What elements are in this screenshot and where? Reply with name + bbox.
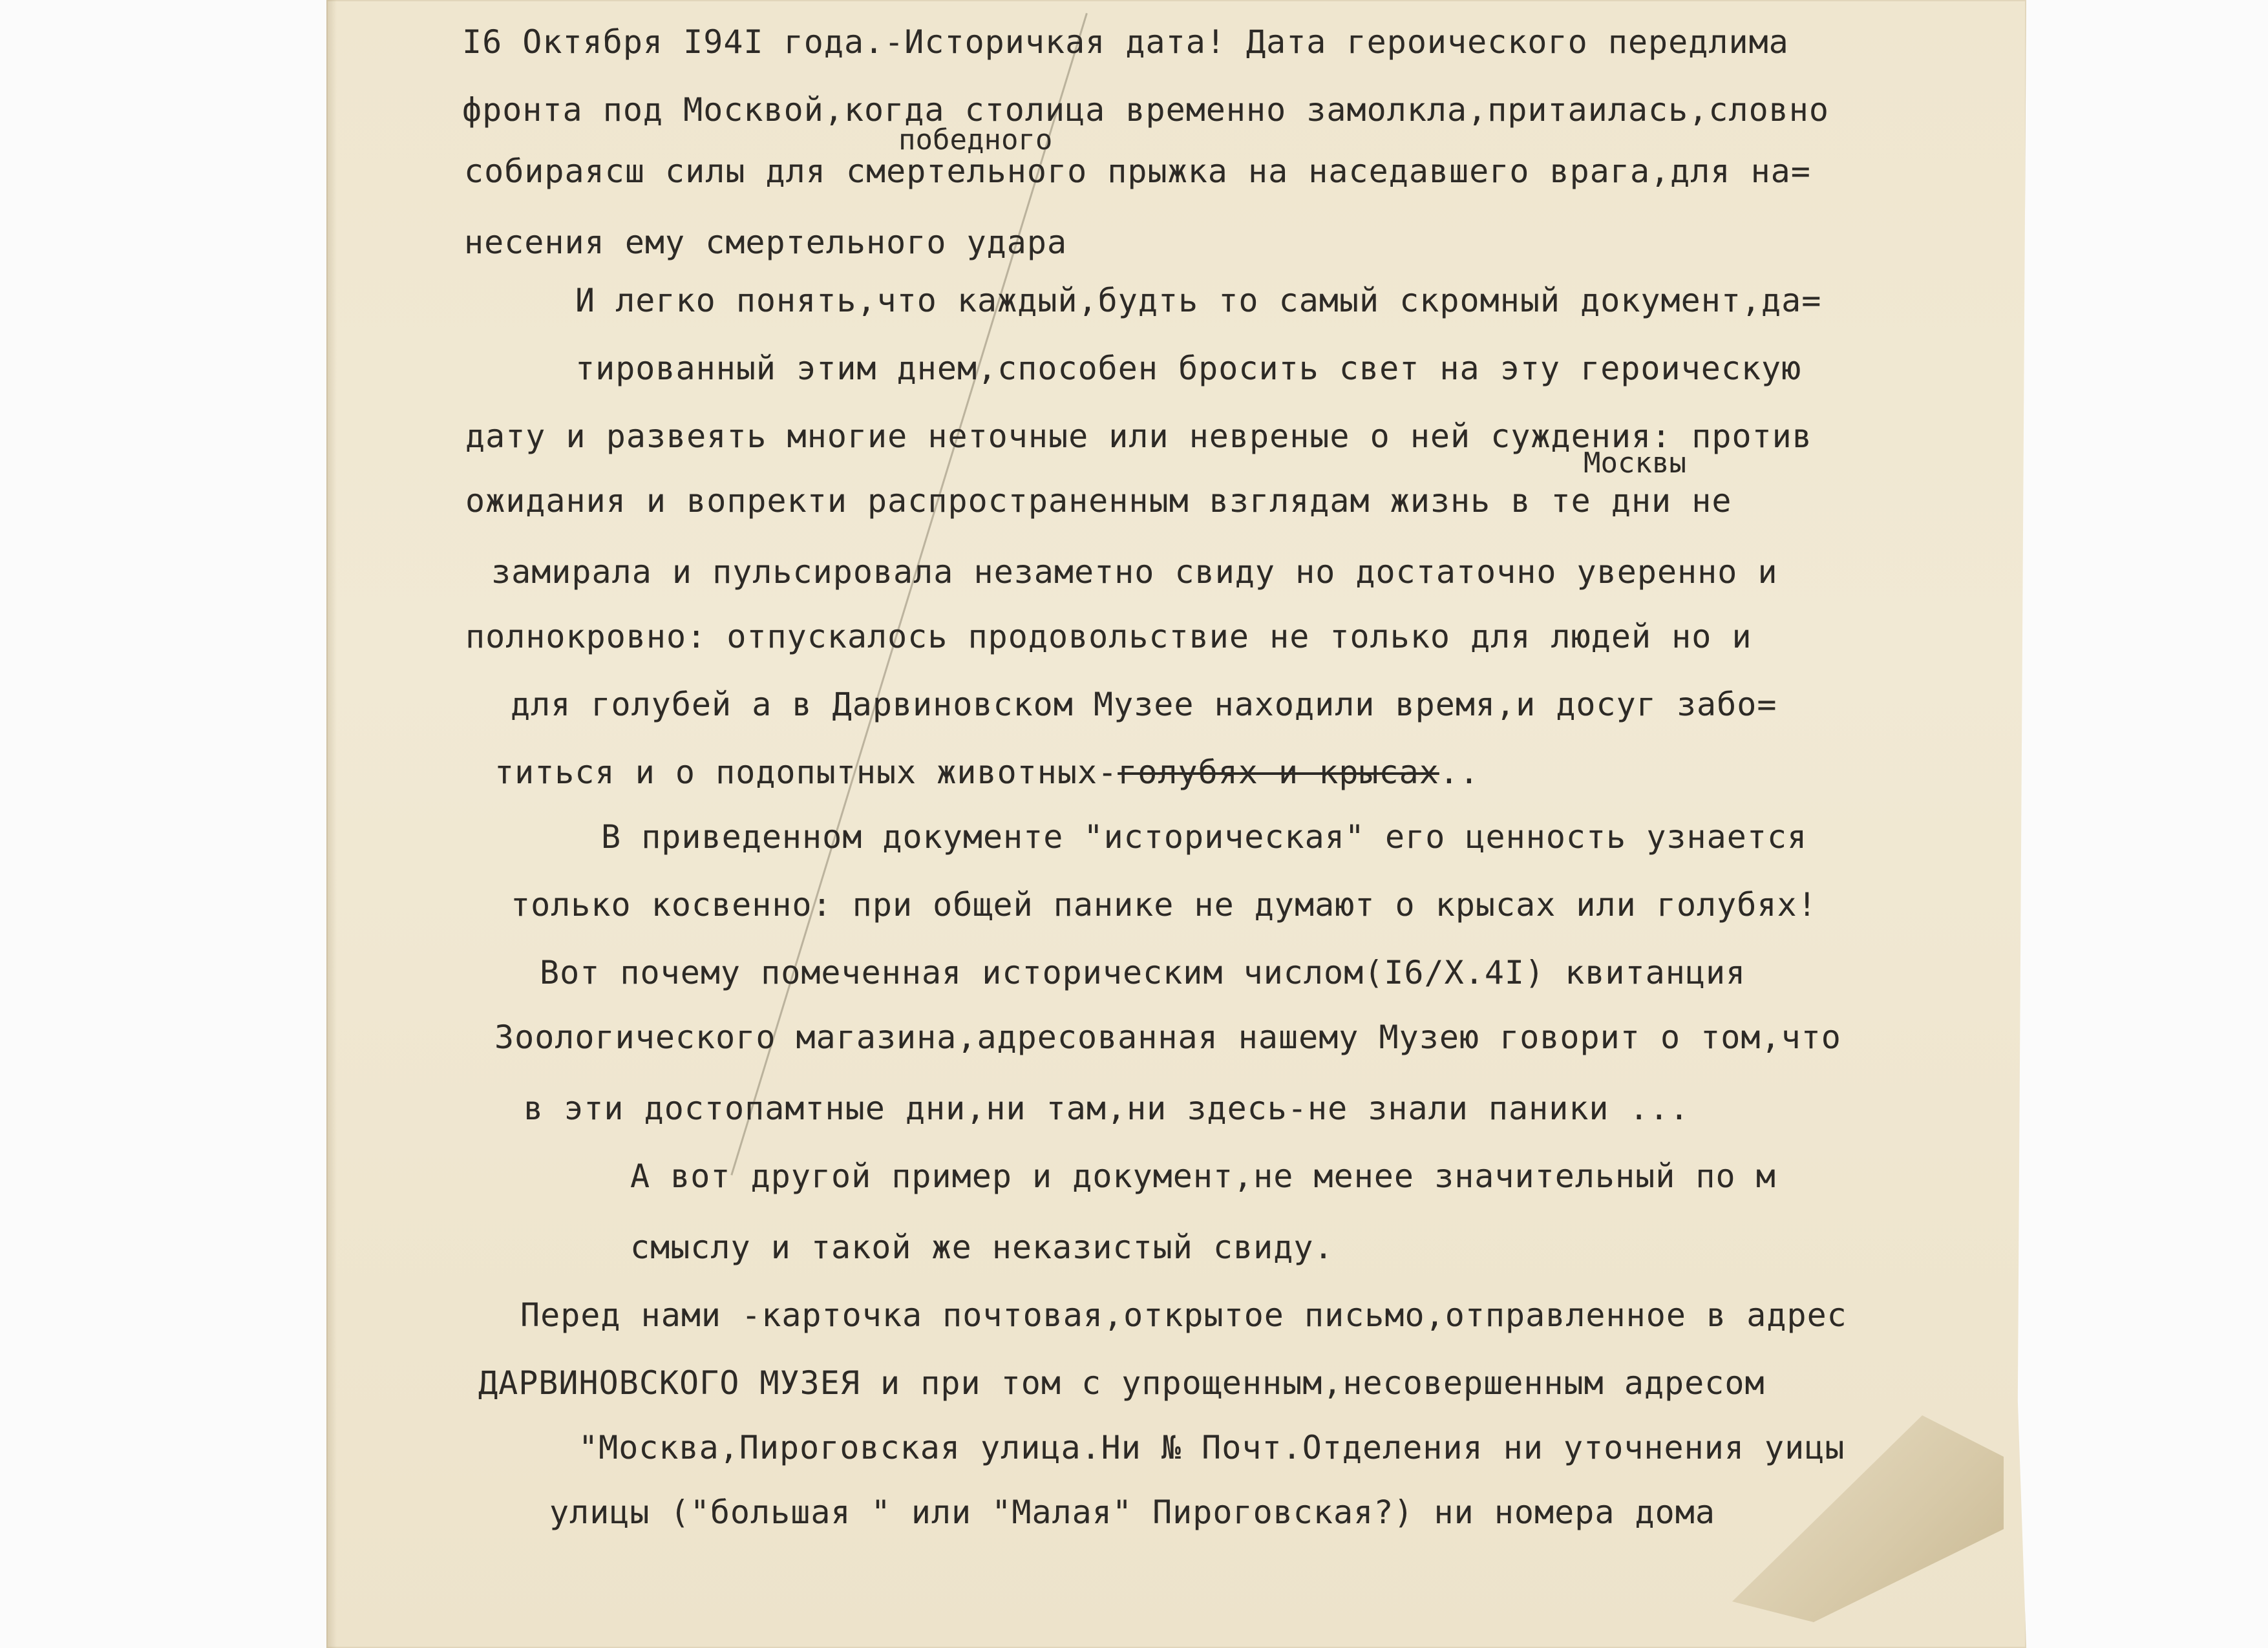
text-line-6: тированный этим днем,способен бросить свет на эту героическую — [575, 350, 1802, 387]
text-line-22: "Москва,Пироговская улица.Ни № Почт.Отделения ни уточнения уицы — [578, 1429, 1845, 1466]
text-line-12-end: .. — [1439, 754, 1480, 791]
handwritten-insert-pobednogo: победного — [898, 123, 1053, 156]
text-line-17: в эти достопамтные дни,ни там,ни здесь-не знали паники ... — [524, 1090, 1690, 1127]
text-line-3: собираясш силы для смертельного прыжка на наседавшего врага,для на= — [464, 153, 1811, 190]
text-line-7: дату и развеять многие неточные или невреные о ней суждения: против — [465, 417, 1812, 455]
text-line-13: В приведенном документе "историческая" его ценность узнается — [601, 818, 1808, 856]
text-line-1: I6 Октября I94I года.-Историчкая дата! Дата героического передлима — [462, 23, 1789, 61]
text-line-5: И легко понять,что каждый,будть то самый скромный документ,да= — [575, 282, 1822, 319]
text-line-11: для голубей а в Дарвиновском Музее находили время,и досуг забо= — [511, 686, 1777, 723]
text-line-12 — [494, 754, 1480, 791]
text-line-2: фронта под Москвой,когда столица временно замолкла,притаилась,словно — [462, 91, 1829, 129]
text-line-4: несения ему смертельного удара — [464, 224, 1068, 261]
text-line-16: Зоологического магазина,адресованная нашему Музею говорит о том,что — [494, 1019, 1841, 1056]
handwritten-insert-moskvy: Москвы — [1584, 447, 1686, 480]
text-line-20: Перед нами -карточка почтовая,открытое письмо,отправленное в адрес — [520, 1296, 1847, 1334]
text-line-15: Вот почему помеченная историческим числом(I6/X.4I) квитанция — [540, 954, 1746, 991]
text-line-23: улицы ("большая " или "Малая" Пироговская?) ни номера дома — [549, 1494, 1715, 1531]
text-line-21: ДАРВИНОВСКОГО МУЗЕЯ и при том с упрощенным,несовершенным адресом — [478, 1364, 1765, 1402]
text-line-9: замирала и пульсировала незаметно свиду но достаточно уверенно и — [491, 553, 1778, 591]
text-line-12-main: титься и о подопытных животных- — [494, 754, 1118, 791]
text-line-14: только косвенно: при общей панике не думают о крысах или голубях! — [511, 886, 1818, 924]
text-line-10: полнокровно: отпускалось продовольствие не только для людей но и — [465, 618, 1752, 655]
text-line-18: А вот другой пример и документ,не менее значительный по м — [630, 1157, 1776, 1195]
text-line-8: ожидания и вопректи распространенным взглядам жизнь в те дни не — [465, 482, 1732, 520]
struck-out-text: голубях и крысах — [1118, 754, 1439, 791]
text-line-19: смыслу и такой же неказистый свиду. — [630, 1229, 1334, 1266]
